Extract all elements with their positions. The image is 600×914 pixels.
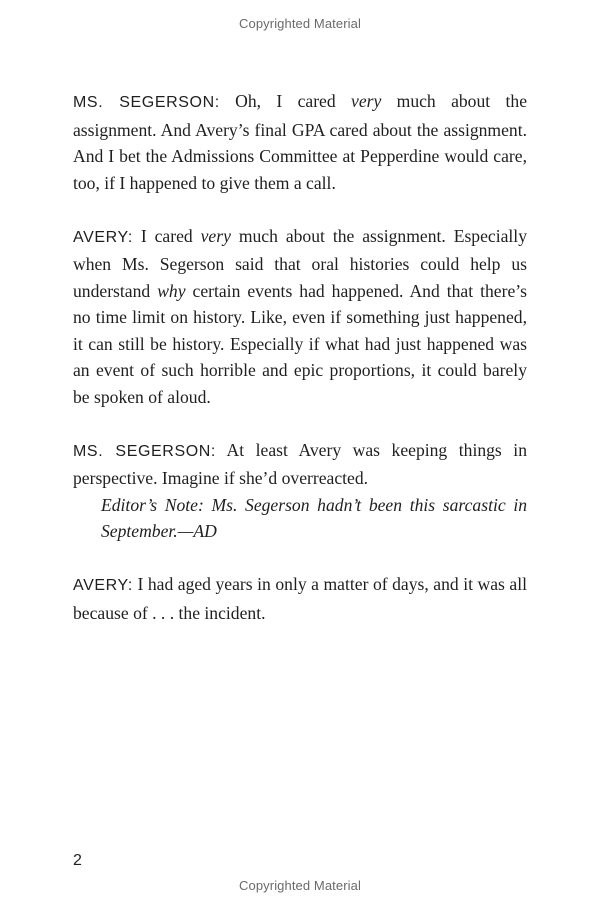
page-number: 2 [73, 852, 82, 869]
emphasis-text: why [157, 280, 186, 301]
speaker-name: AVERY: [73, 228, 133, 246]
dialogue-text: I had aged years in only a matter of days, and it was all because of . . . the incident. [73, 574, 527, 623]
speaker-name: MS. SEGERSON: [73, 442, 216, 460]
dialogue-text: much about the assignment. Especially when Ms. Segerson said that oral histories could help us understand [73, 225, 527, 301]
editor-note: Editor’s Note: Ms. Segerson hadn’t been this sarcastic in September.—AD [101, 494, 527, 541]
dialogue-text: At least Avery was keeping things in perspective. Imagine if she’d overreacted. [73, 439, 527, 488]
dialogue-text: Oh, I cared [219, 91, 352, 111]
dialogue-text: certain events had happened. And that there’s no time limit on history. Like, even if something just happened, it can still be history. Especially if what had just happened was an event of such horrible and epic proportions, it could barely be spoken of aloud. [73, 280, 527, 407]
dialogue-text: I cared [132, 225, 201, 246]
dialogue-text: much about the assignment. And Avery’s final GPA cared about the assignment. And I bet the Admissions Committee at Pepperdine would care, too, if I happened to give them a call. [73, 91, 528, 193]
dialogue-paragraph-1 [73, 88, 527, 196]
speaker-name: MS. SEGERSON: [73, 94, 220, 111]
emphasis-text: very [200, 225, 231, 246]
dialogue-paragraph-3 [73, 437, 527, 492]
dialogue-paragraph-4 [73, 571, 527, 626]
emphasis-text: very [351, 91, 382, 111]
speaker-name: AVERY: [73, 577, 133, 594]
copyright-watermark-bottom: Copyrighted Material [239, 878, 361, 893]
copyright-watermark-top: Copyrighted Material [239, 16, 361, 31]
page-body [73, 88, 527, 653]
dialogue-paragraph-2 [73, 223, 527, 411]
